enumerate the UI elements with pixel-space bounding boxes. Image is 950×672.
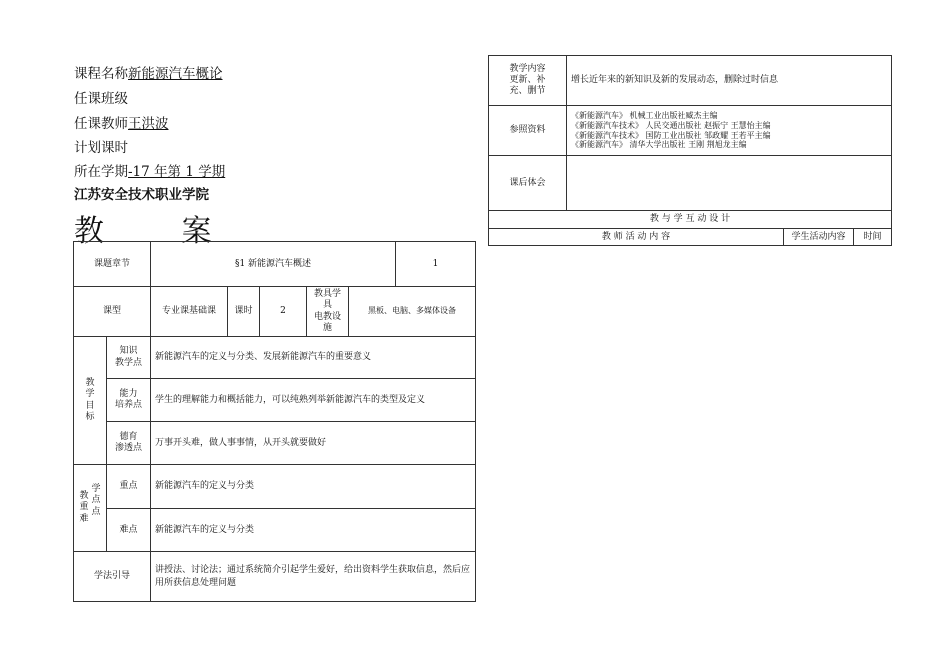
moral-label: 德育 渗透点 [107, 422, 151, 465]
update-value: 增长近年来的新知识及新的发展动态，删除过时信息 [567, 56, 892, 106]
type-label: 课型 [74, 287, 151, 337]
teacher-label: 任课教师 [74, 116, 128, 132]
ability-label: 能力 培养点 [107, 379, 151, 422]
keypoints-label-b: 学 点 点 [91, 484, 101, 517]
hours-cell-value: 2 [260, 287, 307, 337]
semester-value: -17 年第 1 学期 [128, 164, 226, 180]
type-value: 专业课基础课 [151, 287, 228, 337]
student-activity-header: 学生活动内容 [784, 229, 854, 246]
reference-item: 《新能源汽车技术》 人民交通出版社 赵振宁 王慧怡主编 [571, 120, 771, 130]
reference-label: 参照资料 [489, 106, 567, 156]
chapter-value: §1 新能源汽车概述 [151, 242, 396, 287]
reflection-value [567, 156, 892, 211]
class-line [74, 87, 128, 107]
time-header: 时间 [854, 229, 892, 246]
goals-label: 教 学 目 标 [74, 337, 107, 465]
knowledge-value: 新能源汽车的定义与分类、发展新能源汽车的重要意义 [151, 337, 476, 379]
teacher-name: 王洪波 [128, 116, 169, 132]
lesson-plan-table [73, 241, 476, 602]
teacher-line [74, 112, 169, 132]
difficult-label: 难点 [107, 509, 151, 552]
update-label: 教学内容 更新、补 充、删节 [489, 56, 567, 106]
hours-cell-label: 课时 [228, 287, 260, 337]
reference-item: 《新能源汽车》 机械工业出版社臧杰主编 [571, 111, 718, 121]
course-name: 新能源汽车概论 [128, 66, 223, 82]
course-name-line [74, 62, 223, 82]
semester-line [74, 160, 225, 180]
reference-item: 《新能源汽车》 清华大学出版社 王刚 荆旭龙主编 [571, 140, 747, 150]
school-name: 江苏安全技术职业学院 [74, 187, 209, 203]
reference-list [567, 106, 892, 156]
document-title: 教 案 [74, 214, 246, 249]
teacher-activity-header: 教 师 活 动 内 容 [489, 229, 784, 246]
chapter-label: 课题章节 [74, 242, 151, 287]
hours-line [74, 136, 128, 156]
difficult-value: 新能源汽车的定义与分类 [151, 509, 476, 552]
key-label: 重点 [107, 465, 151, 509]
tools-value: 黑板、电脑、多媒体设备 [349, 287, 476, 337]
semester-label: 所在学期 [74, 164, 128, 180]
hours-label: 计划课时 [74, 140, 128, 156]
chapter-number: 1 [396, 242, 476, 287]
moral-value: 万事开头难，做人事事情，从开头就要做好 [151, 422, 476, 465]
class-label: 任课班级 [74, 91, 128, 107]
method-label: 学法引导 [74, 552, 151, 602]
interaction-table [488, 55, 892, 246]
knowledge-label: 知识 教学点 [107, 337, 151, 379]
course-label: 课程名称 [74, 66, 128, 82]
tools-label: 教具学具 电教设施 [307, 287, 349, 337]
reflection-label: 课后体会 [489, 156, 567, 211]
ability-value: 学生的理解能力和概括能力，可以纯熟列举新能源汽车的类型及定义 [151, 379, 476, 422]
keypoints-label-a: 教 重 难 [79, 491, 89, 524]
interaction-header: 教 与 学 互 动 设 计 [489, 211, 892, 229]
reference-item: 《新能源汽车技术》 国防工业出版社 邹政耀 王若平主编 [571, 130, 771, 140]
key-value: 新能源汽车的定义与分类 [151, 465, 476, 509]
method-value: 讲授法、讨论法；通过系统简介引起学生爱好，给出资料学生获取信息，然后应用所获信息处理问题 [151, 552, 476, 602]
keypoints-label [74, 465, 107, 552]
